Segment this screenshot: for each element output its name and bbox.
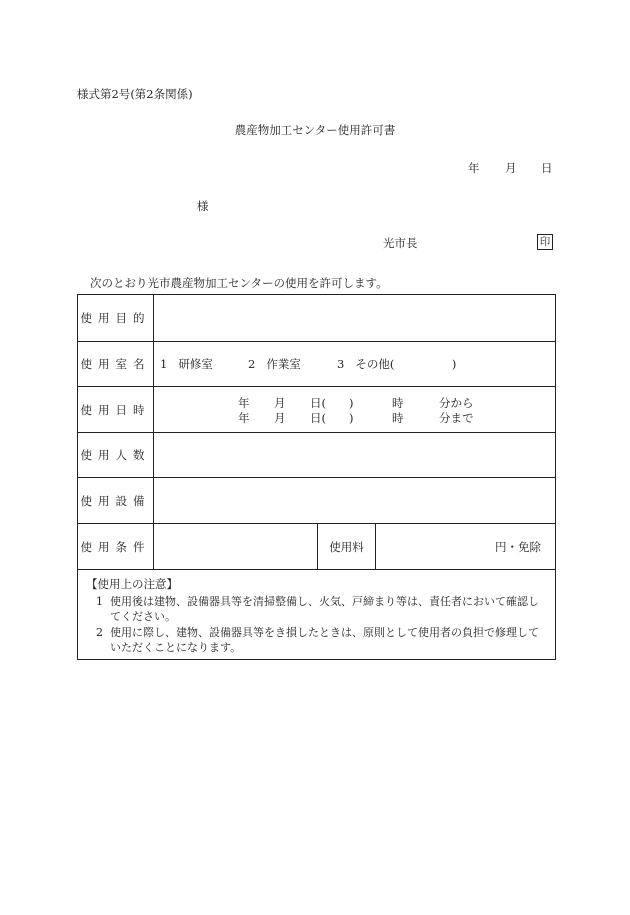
- form-number: 様式第2号(第2条関係): [77, 87, 193, 101]
- usage-notes: [78, 570, 555, 659]
- fee-unit: 円・免除: [495, 539, 541, 554]
- room-option-work[interactable]: [248, 342, 301, 386]
- datetime-end-minute: 分まで: [439, 411, 474, 425]
- row-datetime: [78, 387, 555, 433]
- row-people: [78, 433, 555, 478]
- people-field[interactable]: [154, 433, 555, 477]
- room-label: 使用室名: [78, 342, 154, 386]
- note-item: [86, 625, 545, 655]
- datetime-label: 使用日時: [78, 387, 154, 432]
- note-text: 使用後は建物、設備器具等を清掃整備し、火気、戸締まり等は、責任者において確認してください。: [110, 595, 539, 623]
- document-title: 農産物加工センター使用許可書: [234, 123, 396, 137]
- row-equipment: [78, 478, 555, 524]
- date-month-label: 月: [505, 161, 517, 175]
- room-option-training[interactable]: [160, 342, 213, 386]
- conditions-label: 使用条件: [78, 524, 154, 569]
- people-label: 使用人数: [78, 433, 154, 477]
- datetime-start-month: 月: [274, 396, 286, 410]
- datetime-end-year: 年: [238, 411, 250, 425]
- room-option-name: その他( ): [355, 357, 457, 371]
- fee-field[interactable]: [376, 524, 555, 569]
- row-purpose: [78, 295, 555, 342]
- datetime-end-day: 日( ): [310, 411, 354, 425]
- room-option-name: 研修室: [178, 357, 213, 371]
- fee-label: 使用料: [329, 539, 364, 554]
- datetime-end-hour: 時: [392, 411, 404, 425]
- datetime-start-minute: 分から: [439, 396, 474, 410]
- row-room: [78, 342, 555, 387]
- equipment-label: 使用設備: [78, 478, 154, 523]
- conditions-field[interactable]: [154, 524, 317, 569]
- intro-text: 次のとおり光市農産物加工センターの使用を許可します。: [90, 276, 388, 290]
- note-text: 使用に際し、建物、設備器具等をき損したときは、原則として使用者の負担で修理していただくことになります。: [110, 626, 539, 654]
- purpose-field[interactable]: [154, 295, 555, 341]
- room-option-number: 1: [160, 357, 168, 371]
- note-number: 2: [96, 626, 103, 639]
- datetime-start-year: 年: [238, 396, 250, 410]
- recipient-suffix: 様: [197, 199, 209, 213]
- room-option-number: 3: [337, 357, 345, 371]
- date-day-label: 日: [541, 161, 553, 175]
- issuer-name: 光市長: [383, 236, 418, 250]
- room-option-number: 2: [248, 357, 256, 371]
- equipment-field[interactable]: [154, 478, 555, 523]
- seal-mark: 印: [537, 234, 553, 250]
- note-item: [86, 594, 545, 624]
- date-year-label: 年: [468, 161, 480, 175]
- notes-heading: 【使用上の注意】: [86, 577, 178, 591]
- datetime-end-month: 月: [274, 411, 286, 425]
- datetime-start-day: 日( ): [310, 396, 354, 410]
- datetime-start-hour: 時: [392, 396, 404, 410]
- row-conditions: [78, 524, 555, 570]
- permit-table: [77, 294, 556, 660]
- room-option-name: 作業室: [266, 357, 301, 371]
- note-number: 1: [96, 595, 103, 608]
- room-option-other[interactable]: [337, 342, 456, 386]
- purpose-label: 使用目的: [78, 295, 154, 341]
